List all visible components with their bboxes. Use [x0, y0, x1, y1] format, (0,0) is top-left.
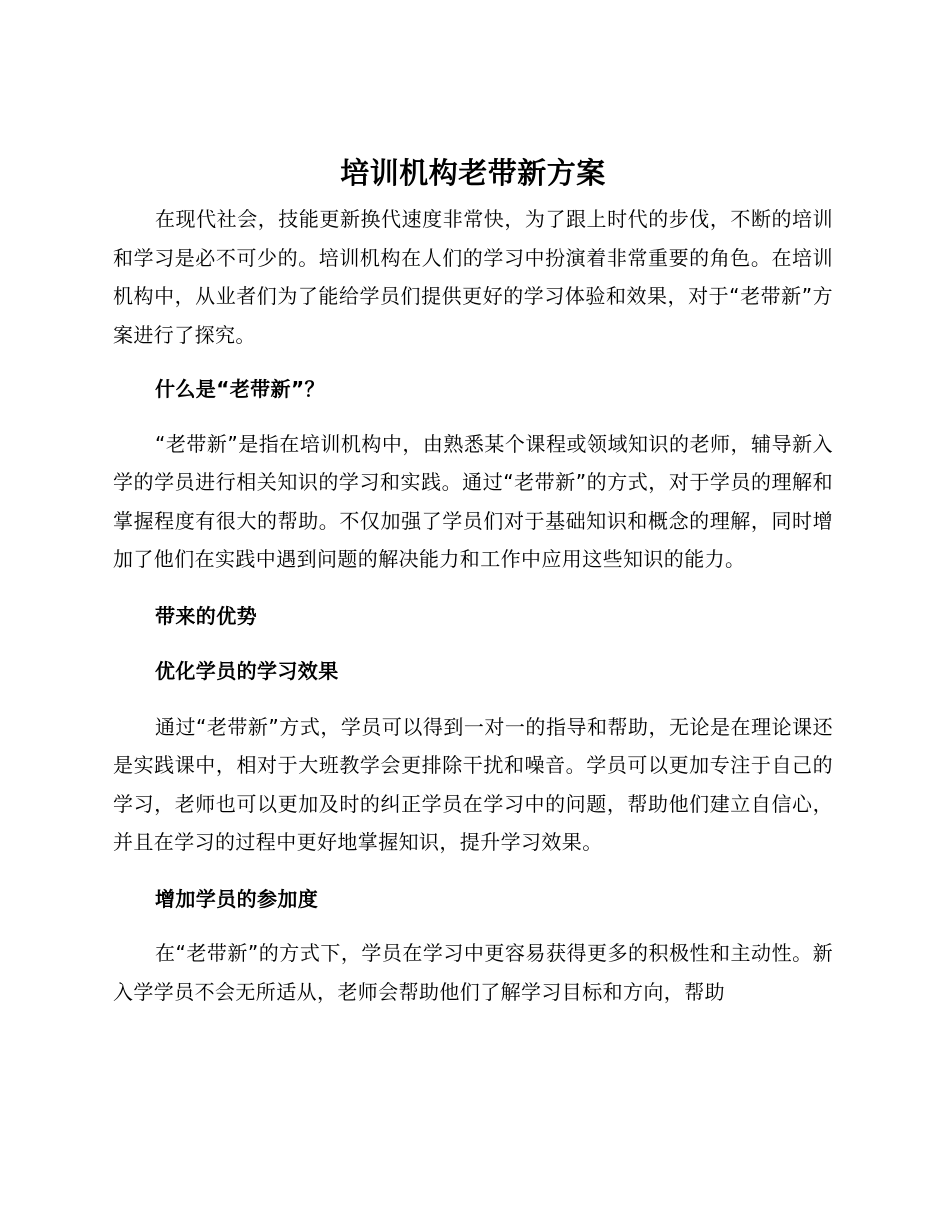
subheading-learning-effect: 优化学员的学习效果 [155, 659, 339, 683]
what-is-paragraph: “老带新”是指在培训机构中，由熟悉某个课程或领域知识的老师，辅导新入学的学员进行相关知识的学习和实践。通过“老带新”的方式，对于学员的理解和掌握程度有很大的帮助。不仅加强了学员们对于基础知识和概念的理解，同时增加了他们在实践中遇到问题的解决能力和工作中应用这些知识的能力。 [113, 431, 833, 571]
intro-paragraph: 在现代社会，技能更新换代速度非常快，为了跟上时代的步伐，不断的培训和学习是必不可少的。培训机构在人们的学习中扮演着非常重要的角色。在培训机构中，从业者们为了能给学员们提供更好的学习体验和效果，对于“老带新”方案进行了探究。 [113, 207, 833, 347]
learning-effect-paragraph: 通过“老带新”方式，学员可以得到一对一的指导和帮助，无论是在理论课还是实践课中，相对于大班教学会更排除干扰和噪音。学员可以更加专注于自己的学习，老师也可以更加及时的纠正学员在学习中的问题，帮助他们建立自信心，并且在学习的过程中更好地掌握知识，提升学习效果。 [113, 714, 833, 854]
document-title: 培训机构老带新方案 [340, 156, 606, 190]
section-heading-advantages: 带来的优势 [155, 603, 257, 628]
subheading-participation: 增加学员的参加度 [155, 886, 319, 911]
document-content [113, 150, 833, 1011]
section-heading-what-is: 什么是“老带新”？ [155, 377, 325, 401]
participation-paragraph: 在“老带新”的方式下，学员在学习中更容易获得更多的积极性和主动性。新入学学员不会无所适从，老师会帮助他们了解学习目标和方向，帮助 [113, 941, 833, 1004]
